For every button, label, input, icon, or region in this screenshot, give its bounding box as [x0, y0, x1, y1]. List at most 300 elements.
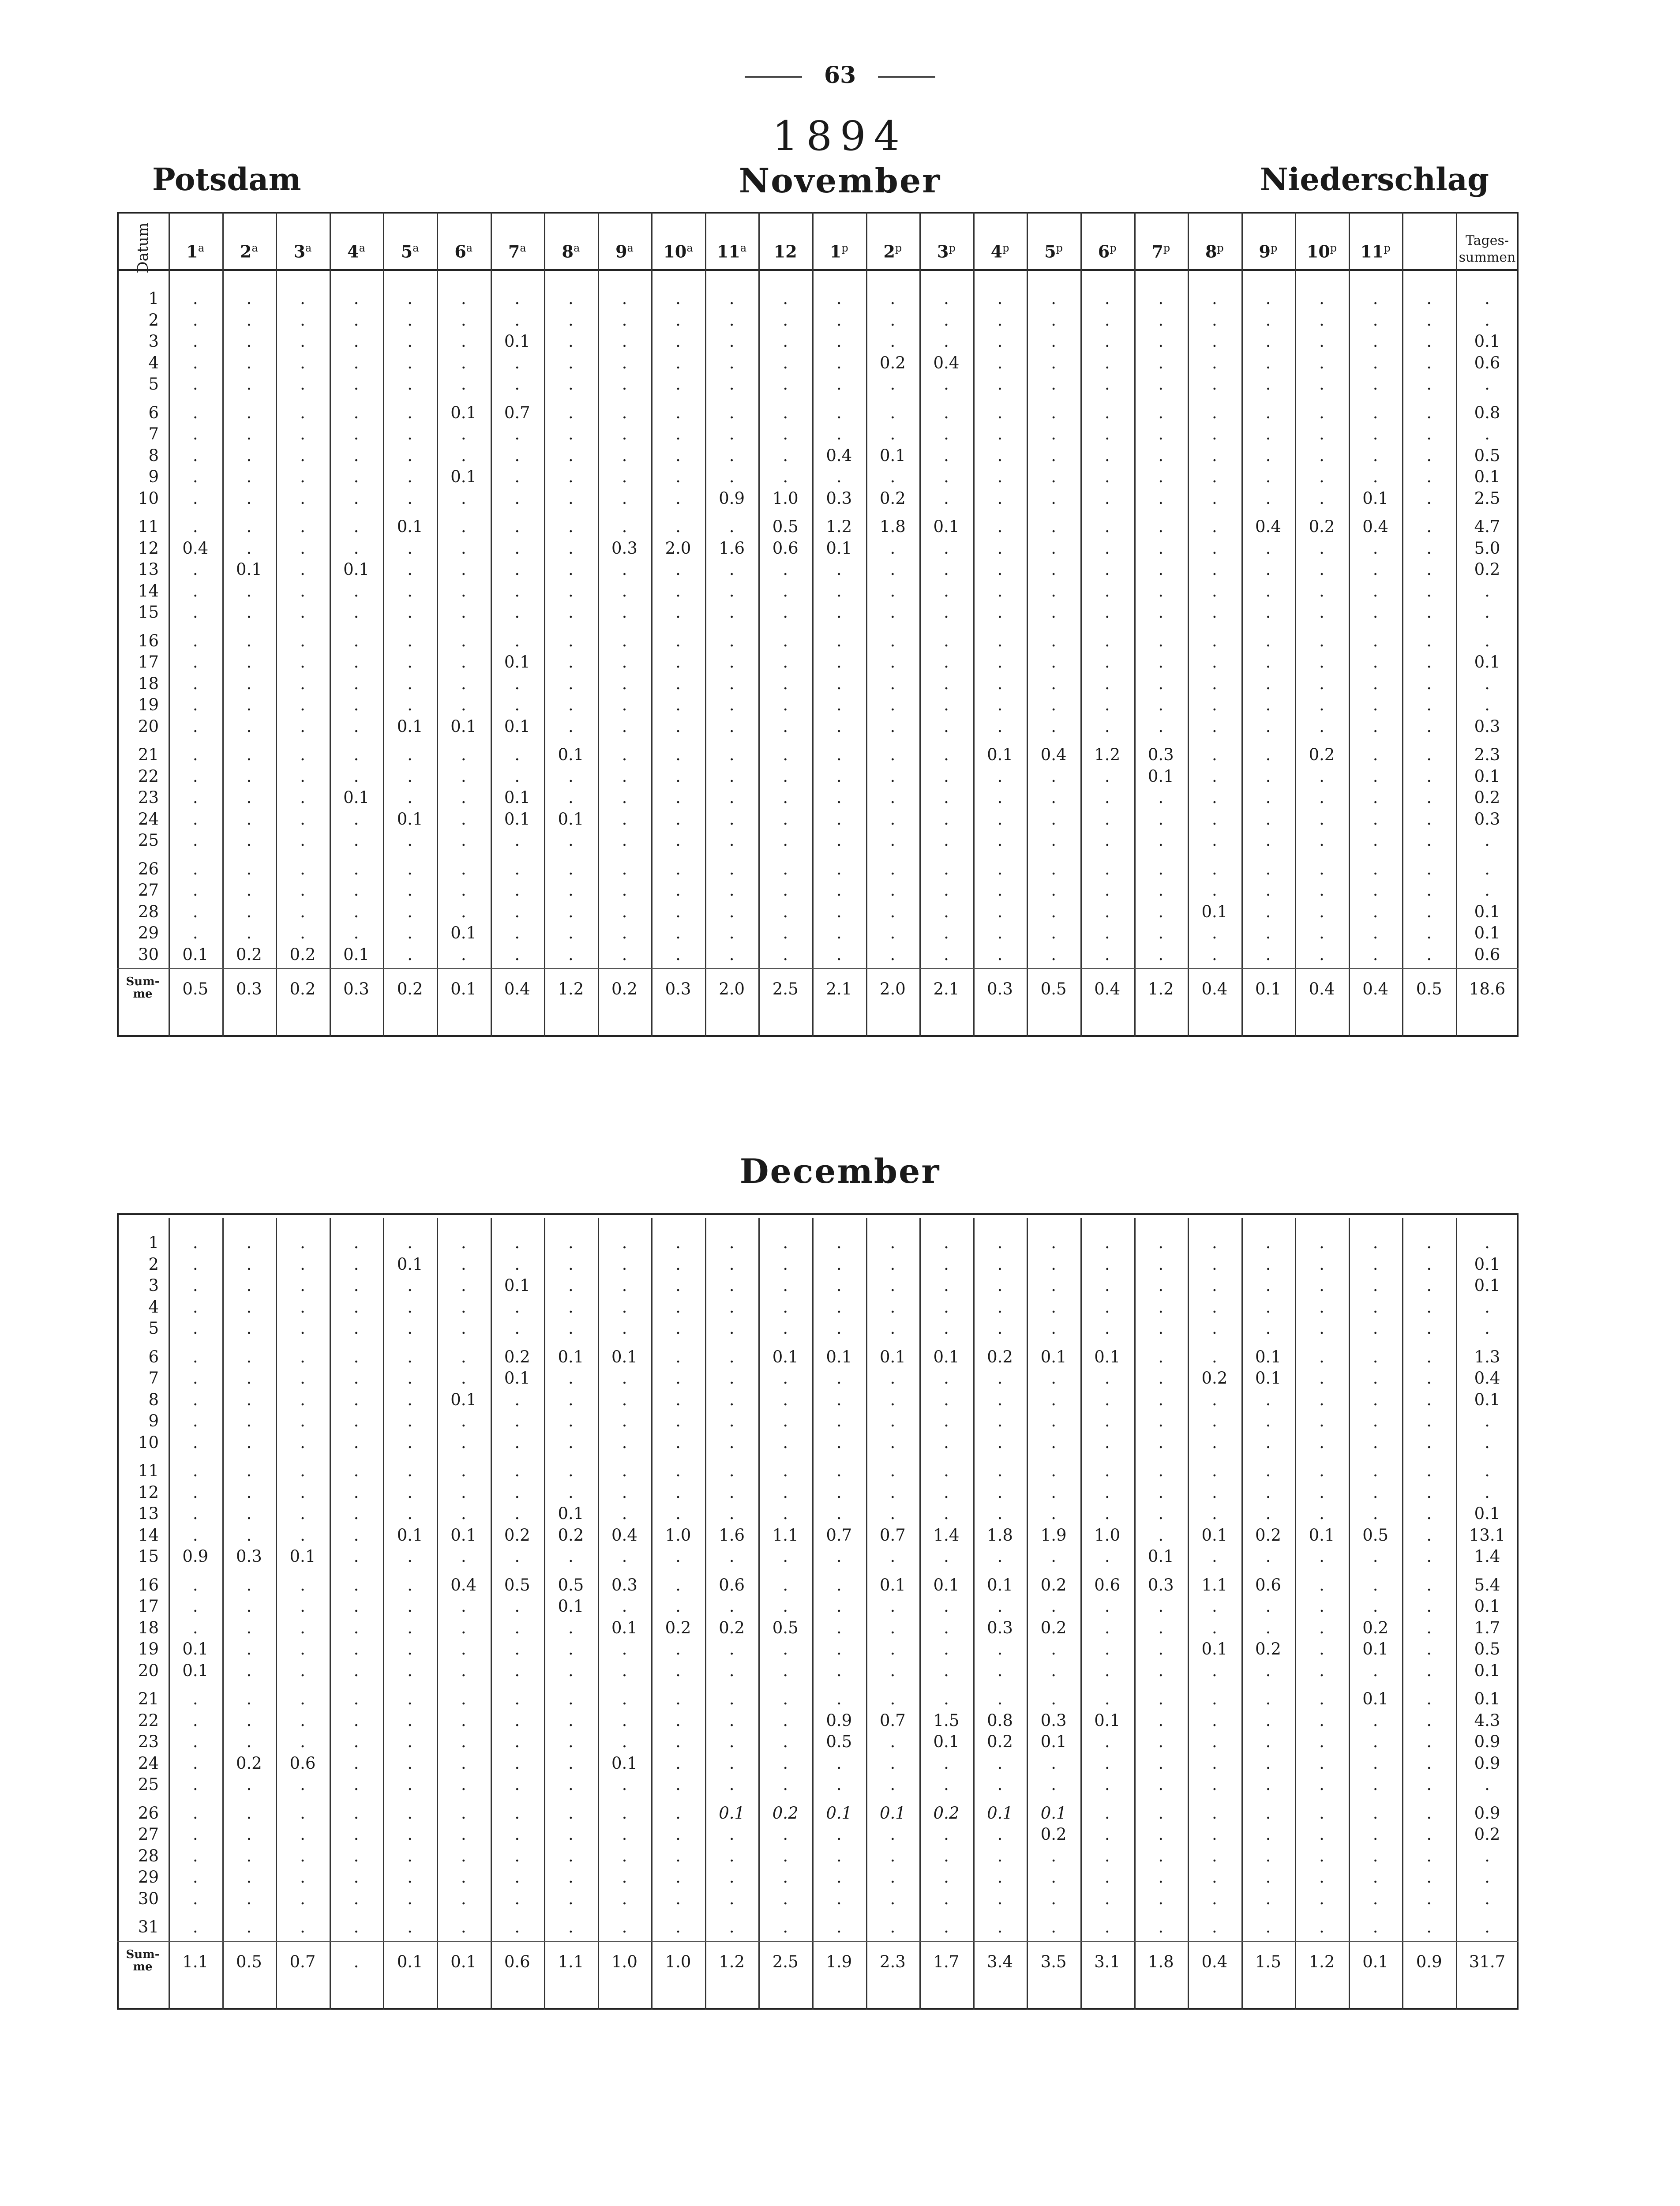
precip-value: 0.1 [826, 1347, 852, 1366]
no-precip-dot: . [1372, 766, 1378, 786]
precip-value: 0.1 [1094, 1711, 1121, 1730]
no-precip-dot: . [836, 881, 842, 900]
no-precip-dot: . [1372, 1276, 1378, 1295]
no-precip-dot: . [514, 631, 520, 650]
no-precip-dot: . [300, 1411, 305, 1430]
hour-header-7 [491, 238, 544, 262]
daily-total: . [1485, 1846, 1490, 1865]
no-precip-dot: . [353, 881, 359, 900]
no-precip-dot: . [1051, 674, 1056, 693]
hour-header-10 [651, 238, 705, 262]
no-precip-dot: . [1051, 945, 1056, 964]
no-precip-dot: . [622, 1711, 627, 1730]
no-precip-dot: . [729, 1732, 735, 1751]
no-precip-dot: . [461, 1297, 466, 1317]
no-precip-dot: . [353, 581, 359, 600]
no-precip-dot: . [1211, 1618, 1217, 1637]
no-precip-dot: . [461, 1618, 466, 1637]
no-precip-dot: . [1104, 881, 1110, 900]
no-precip-dot: . [1372, 1575, 1378, 1594]
no-precip-dot: . [1265, 1276, 1271, 1295]
no-precip-dot: . [1104, 375, 1110, 394]
no-precip-dot: . [1265, 1597, 1271, 1616]
no-precip-dot: . [1265, 1889, 1271, 1908]
no-precip-dot: . [1104, 310, 1110, 330]
no-precip-dot: . [246, 1433, 252, 1452]
day-number: 31 [138, 1917, 159, 1936]
hour-header-2 [222, 238, 276, 262]
no-precip-dot: . [568, 1433, 574, 1452]
no-precip-dot: . [1265, 1846, 1271, 1865]
no-precip-dot: . [1426, 1411, 1432, 1430]
no-precip-dot: . [514, 923, 520, 942]
no-precip-dot: . [1104, 353, 1110, 372]
no-precip-dot: . [1104, 1753, 1110, 1773]
no-precip-dot: . [1265, 467, 1271, 486]
no-precip-dot: . [1104, 717, 1110, 736]
no-precip-dot: . [622, 603, 627, 622]
no-precip-dot: . [1051, 289, 1056, 308]
daily-total: 4.3 [1474, 1711, 1500, 1730]
no-precip-dot: . [1319, 1803, 1324, 1823]
no-precip-dot: . [836, 1390, 842, 1409]
no-precip-dot: . [1104, 1482, 1110, 1502]
no-precip-dot: . [246, 603, 252, 622]
precip-value: 1.2 [1094, 745, 1121, 764]
no-precip-dot: . [997, 859, 1003, 878]
day-number: 17 [138, 1597, 159, 1616]
no-precip-dot: . [944, 1597, 949, 1616]
no-precip-dot: . [1211, 766, 1217, 786]
hour-number: 3 [293, 241, 306, 262]
no-precip-dot: . [890, 1661, 896, 1680]
no-precip-dot: . [407, 446, 412, 465]
no-precip-dot: . [192, 1233, 198, 1252]
no-precip-dot: . [783, 695, 788, 714]
no-precip-dot: . [1158, 1689, 1164, 1708]
daily-total: 0.1 [1474, 923, 1500, 942]
no-precip-dot: . [890, 289, 896, 308]
no-precip-dot: . [1158, 1711, 1164, 1730]
no-precip-dot: . [944, 766, 949, 786]
no-precip-dot: . [568, 1297, 574, 1317]
no-precip-dot: . [836, 902, 842, 921]
no-precip-dot: . [246, 1482, 252, 1502]
no-precip-dot: . [407, 538, 412, 558]
no-precip-dot: . [1104, 424, 1110, 443]
no-precip-dot: . [622, 488, 627, 508]
no-precip-dot: . [622, 788, 627, 807]
no-precip-dot: . [1265, 424, 1271, 443]
precip-value: 0.1 [397, 517, 423, 536]
no-precip-dot: . [622, 1276, 627, 1295]
precip-value: 0.9 [826, 1711, 852, 1730]
no-precip-dot: . [353, 403, 359, 422]
precip-value: 0.1 [1040, 1803, 1067, 1823]
no-precip-dot: . [729, 1254, 735, 1274]
no-precip-dot: . [246, 1639, 252, 1658]
no-precip-dot: . [1426, 1347, 1432, 1366]
no-precip-dot: . [622, 1689, 627, 1708]
no-precip-dot: . [353, 1233, 359, 1252]
hourly-sum: 0.2 [289, 979, 316, 998]
day-number: 24 [138, 1753, 159, 1773]
no-precip-dot: . [1319, 603, 1324, 622]
no-precip-dot: . [300, 1233, 305, 1252]
hour-suffix: p [1056, 242, 1063, 254]
no-precip-dot: . [514, 1732, 520, 1751]
no-precip-dot: . [514, 517, 520, 536]
no-precip-dot: . [1426, 788, 1432, 807]
no-precip-dot: . [300, 1254, 305, 1274]
no-precip-dot: . [1104, 1461, 1110, 1480]
no-precip-dot: . [729, 1917, 735, 1936]
no-precip-dot: . [783, 1711, 788, 1730]
no-precip-dot: . [353, 467, 359, 486]
no-precip-dot: . [461, 424, 466, 443]
no-precip-dot: . [944, 1825, 949, 1844]
precip-value: 0.2 [1255, 1639, 1281, 1658]
no-precip-dot: . [1051, 1319, 1056, 1338]
day-number: 24 [138, 809, 159, 829]
no-precip-dot: . [1265, 745, 1271, 764]
no-precip-dot: . [622, 831, 627, 850]
no-precip-dot: . [192, 289, 198, 308]
no-precip-dot: . [1211, 310, 1217, 330]
no-precip-dot: . [514, 1254, 520, 1274]
no-precip-dot: . [783, 766, 788, 786]
day-number: 8 [148, 1390, 159, 1409]
precip-value: 0.4 [826, 446, 852, 465]
no-precip-dot: . [1158, 517, 1164, 536]
no-precip-dot: . [729, 1411, 735, 1430]
no-precip-dot: . [1051, 446, 1056, 465]
no-precip-dot: . [675, 1803, 681, 1823]
precip-value: 0.6 [772, 538, 799, 558]
hour-header-17 [1027, 238, 1080, 262]
no-precip-dot: . [1051, 695, 1056, 714]
no-precip-dot: . [783, 1732, 788, 1751]
no-precip-dot: . [729, 332, 735, 351]
precip-value: 0.4 [611, 1525, 638, 1545]
no-precip-dot: . [622, 1597, 627, 1616]
no-precip-dot: . [1104, 653, 1110, 672]
day-number: 13 [138, 1504, 159, 1523]
daily-total: . [1485, 1775, 1490, 1794]
no-precip-dot: . [675, 766, 681, 786]
precip-value: 0.1 [1040, 1732, 1067, 1751]
no-precip-dot: . [1426, 403, 1432, 422]
no-precip-dot: . [514, 446, 520, 465]
no-precip-dot: . [783, 745, 788, 764]
no-precip-dot: . [192, 653, 198, 672]
day-number: 12 [138, 1482, 159, 1502]
no-precip-dot: . [1104, 902, 1110, 921]
no-precip-dot: . [1426, 717, 1432, 736]
no-precip-dot: . [890, 1482, 896, 1502]
no-precip-dot: . [1158, 631, 1164, 650]
no-precip-dot: . [1426, 1482, 1432, 1502]
no-precip-dot: . [1319, 1482, 1324, 1502]
no-precip-dot: . [300, 560, 305, 579]
no-precip-dot: . [1319, 1547, 1324, 1566]
no-precip-dot: . [300, 332, 305, 351]
hourly-sum: 1.0 [611, 1952, 638, 1971]
no-precip-dot: . [675, 1732, 681, 1751]
no-precip-dot: . [407, 1753, 412, 1773]
no-precip-dot: . [1319, 1689, 1324, 1708]
no-precip-dot: . [1319, 631, 1324, 650]
no-precip-dot: . [1211, 1411, 1217, 1430]
no-precip-dot: . [997, 403, 1003, 422]
no-precip-dot: . [1211, 353, 1217, 372]
no-precip-dot: . [1158, 1461, 1164, 1480]
no-precip-dot: . [1104, 1369, 1110, 1388]
no-precip-dot: . [1319, 1917, 1324, 1936]
no-precip-dot: . [300, 488, 305, 508]
precip-value: 0.5 [772, 1618, 799, 1637]
no-precip-dot: . [192, 517, 198, 536]
no-precip-dot: . [622, 424, 627, 443]
hour-suffix: p [1110, 242, 1117, 254]
no-precip-dot: . [729, 446, 735, 465]
precip-value: 1.4 [933, 1525, 960, 1545]
no-precip-dot: . [407, 1547, 412, 1566]
precip-value: 0.2 [558, 1525, 584, 1545]
no-precip-dot: . [407, 467, 412, 486]
no-precip-dot: . [1211, 581, 1217, 600]
no-precip-dot: . [622, 902, 627, 921]
no-precip-dot: . [1211, 1917, 1217, 1936]
no-precip-dot: . [1104, 631, 1110, 650]
no-precip-dot: . [461, 310, 466, 330]
no-precip-dot: . [1158, 923, 1164, 942]
no-precip-dot: . [836, 289, 842, 308]
no-precip-dot: . [890, 859, 896, 878]
no-precip-dot: . [944, 560, 949, 579]
precip-value: 0.1 [611, 1618, 638, 1637]
no-precip-dot: . [783, 1547, 788, 1566]
no-precip-dot: . [1426, 831, 1432, 850]
hourly-sum: 0.2 [611, 979, 638, 998]
daily-total: . [1485, 1319, 1490, 1338]
no-precip-dot: . [1051, 1689, 1056, 1708]
no-precip-dot: . [890, 1233, 896, 1252]
no-precip-dot: . [622, 1775, 627, 1794]
no-precip-dot: . [192, 467, 198, 486]
no-precip-dot: . [1211, 831, 1217, 850]
no-precip-dot: . [1051, 1297, 1056, 1317]
no-precip-dot: . [461, 1889, 466, 1908]
daily-total: 0.2 [1474, 1825, 1500, 1844]
no-precip-dot: . [729, 1639, 735, 1658]
no-precip-dot: . [836, 745, 842, 764]
no-precip-dot: . [514, 1639, 520, 1658]
no-precip-dot: . [1426, 538, 1432, 558]
no-precip-dot: . [192, 560, 198, 579]
no-precip-dot: . [836, 1917, 842, 1936]
no-precip-dot: . [1104, 560, 1110, 579]
no-precip-dot: . [1104, 1276, 1110, 1295]
no-precip-dot: . [407, 310, 412, 330]
no-precip-dot: . [1104, 1233, 1110, 1252]
no-precip-dot: . [675, 1639, 681, 1658]
no-precip-dot: . [300, 1889, 305, 1908]
no-precip-dot: . [1426, 923, 1432, 942]
precip-value: 0.1 [1362, 1689, 1389, 1708]
no-precip-dot: . [997, 1661, 1003, 1680]
daily-total: 0.1 [1474, 467, 1500, 486]
precip-value: 0.4 [182, 538, 209, 558]
no-precip-dot: . [353, 1597, 359, 1616]
precip-value: 0.2 [236, 945, 262, 964]
no-precip-dot: . [300, 1297, 305, 1317]
hourly-sum: 1.1 [558, 1952, 584, 1971]
no-precip-dot: . [246, 745, 252, 764]
no-precip-dot: . [836, 1411, 842, 1430]
no-precip-dot: . [1051, 1917, 1056, 1936]
no-precip-dot: . [461, 1276, 466, 1295]
no-precip-dot: . [675, 717, 681, 736]
no-precip-dot: . [1265, 1319, 1271, 1338]
day-number: 6 [148, 1347, 159, 1366]
no-precip-dot: . [407, 1433, 412, 1452]
no-precip-dot: . [729, 1689, 735, 1708]
no-precip-dot: . [1211, 695, 1217, 714]
no-precip-dot: . [1319, 581, 1324, 600]
no-precip-dot: . [1265, 289, 1271, 308]
daily-total: . [1485, 375, 1490, 394]
no-precip-dot: . [675, 1276, 681, 1295]
no-precip-dot: . [300, 674, 305, 693]
no-precip-dot: . [675, 1319, 681, 1338]
no-precip-dot: . [1265, 631, 1271, 650]
no-precip-dot: . [1158, 403, 1164, 422]
no-precip-dot: . [783, 1868, 788, 1887]
no-precip-dot: . [1319, 1254, 1324, 1274]
no-precip-dot: . [568, 695, 574, 714]
no-precip-dot: . [1211, 1711, 1217, 1730]
no-precip-dot: . [246, 1868, 252, 1887]
no-precip-dot: . [1211, 424, 1217, 443]
no-precip-dot: . [407, 1868, 412, 1887]
no-precip-dot: . [622, 881, 627, 900]
precip-value: 0.1 [987, 745, 1013, 764]
no-precip-dot: . [729, 1889, 735, 1908]
day-number: 25 [138, 831, 159, 850]
daily-total: 5.0 [1474, 538, 1500, 558]
no-precip-dot: . [1319, 788, 1324, 807]
hour-suffix: p [1330, 242, 1337, 254]
no-precip-dot: . [890, 1411, 896, 1430]
monthly-total: 31.7 [1469, 1952, 1506, 1971]
no-precip-dot: . [944, 1504, 949, 1523]
no-precip-dot: . [1319, 1233, 1324, 1252]
precip-value: 0.1 [933, 1575, 960, 1594]
no-precip-dot: . [1158, 332, 1164, 351]
no-precip-dot: . [944, 881, 949, 900]
precip-value: 0.1 [1148, 766, 1174, 786]
no-precip-dot: . [246, 902, 252, 921]
no-precip-dot: . [944, 717, 949, 736]
no-precip-dot: . [407, 902, 412, 921]
no-precip-dot: . [568, 1825, 574, 1844]
no-precip-dot: . [514, 1618, 520, 1637]
day-number: 10 [138, 488, 159, 508]
no-precip-dot: . [1319, 1369, 1324, 1388]
day-number: 23 [138, 1732, 159, 1751]
no-precip-dot: . [568, 1618, 574, 1637]
no-precip-dot: . [1158, 1753, 1164, 1773]
no-precip-dot: . [1265, 717, 1271, 736]
no-precip-dot: . [997, 831, 1003, 850]
no-precip-dot: . [568, 674, 574, 693]
no-precip-dot: . [1211, 375, 1217, 394]
no-precip-dot: . [729, 766, 735, 786]
no-precip-dot: . [622, 1233, 627, 1252]
no-precip-dot: . [192, 1482, 198, 1502]
no-precip-dot: . [1051, 424, 1056, 443]
day-number: 22 [138, 1711, 159, 1730]
no-precip-dot: . [890, 310, 896, 330]
no-precip-dot: . [568, 560, 574, 579]
no-precip-dot: . [1372, 881, 1378, 900]
precip-value: 1.6 [719, 538, 745, 558]
no-precip-dot: . [890, 581, 896, 600]
no-precip-dot: . [622, 375, 627, 394]
no-precip-dot: . [890, 766, 896, 786]
no-precip-dot: . [192, 1889, 198, 1908]
no-precip-dot: . [514, 695, 520, 714]
no-precip-dot: . [997, 902, 1003, 921]
no-precip-dot: . [514, 1661, 520, 1680]
hour-header-8 [544, 238, 598, 262]
hourly-sum: 0.1 [1362, 1952, 1389, 1971]
no-precip-dot: . [622, 581, 627, 600]
day-number: 26 [138, 1803, 159, 1823]
no-precip-dot: . [1426, 603, 1432, 622]
no-precip-dot: . [407, 289, 412, 308]
no-precip-dot: . [407, 766, 412, 786]
no-precip-dot: . [192, 859, 198, 878]
daily-total: . [1485, 1233, 1490, 1252]
no-precip-dot: . [300, 1732, 305, 1751]
no-precip-dot: . [675, 488, 681, 508]
no-precip-dot: . [997, 1433, 1003, 1452]
no-precip-dot: . [1051, 488, 1056, 508]
precip-value: 0.1 [504, 809, 530, 829]
hourly-sum: 1.2 [719, 1952, 745, 1971]
no-precip-dot: . [353, 1297, 359, 1317]
no-precip-dot: . [300, 289, 305, 308]
no-precip-dot: . [890, 375, 896, 394]
no-precip-dot: . [1051, 859, 1056, 878]
no-precip-dot: . [192, 809, 198, 829]
no-precip-dot: . [1211, 674, 1217, 693]
no-precip-dot: . [1319, 1575, 1324, 1594]
no-precip-dot: . [568, 902, 574, 921]
hour-number: 7 [1151, 241, 1163, 262]
no-precip-dot: . [461, 1597, 466, 1616]
no-precip-dot: . [246, 881, 252, 900]
precip-value: 0.1 [879, 1347, 906, 1366]
precip-value: 0.1 [826, 538, 852, 558]
no-precip-dot: . [353, 1846, 359, 1865]
no-precip-dot: . [568, 1390, 574, 1409]
precip-value: 0.1 [504, 653, 530, 672]
no-precip-dot: . [300, 403, 305, 422]
precip-value: 0.1 [397, 809, 423, 829]
